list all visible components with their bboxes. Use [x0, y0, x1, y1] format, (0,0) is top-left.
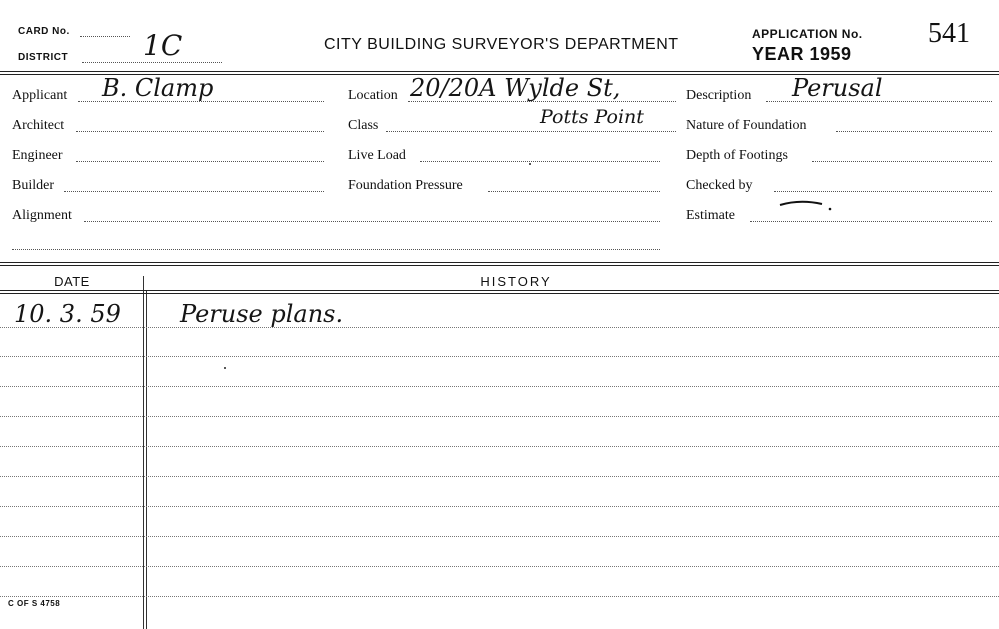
live-load-line [420, 161, 660, 162]
column-divider-right [146, 290, 147, 629]
foundation-pressure-label: Foundation Pressure [348, 178, 463, 193]
depth-of-footings-label: Depth of Footings [686, 148, 788, 163]
applicant-value: B. Clamp [102, 74, 214, 102]
ruled-line [0, 596, 999, 597]
location-label: Location [348, 88, 398, 103]
checked-by-line [774, 191, 992, 192]
ruled-line [0, 536, 999, 537]
ruled-line [0, 327, 999, 328]
history-column-header: HISTORY [480, 274, 552, 289]
ruled-line [0, 566, 999, 567]
live-load-label: Live Load [348, 148, 406, 163]
architect-line [76, 131, 324, 132]
form-code: C OF S 4758 [8, 599, 61, 608]
extra-line [12, 249, 660, 250]
header-rule-top [0, 71, 999, 72]
district-label: DISTRICT [18, 52, 69, 63]
history-rule-bottom [0, 265, 999, 266]
builder-label: Builder [12, 178, 54, 193]
page-title: CITY BUILDING SURVEYOR'S DEPARTMENT [324, 36, 679, 53]
description-label: Description [686, 88, 752, 103]
paper-speck [224, 367, 226, 369]
district-value: 1C [143, 29, 183, 62]
alignment-line [84, 221, 660, 222]
column-divider-left [143, 276, 144, 629]
card-no-label: CARD No. [18, 26, 70, 37]
depth-of-footings-line [812, 161, 992, 162]
applicant-label: Applicant [12, 88, 68, 103]
year-label: YEAR 1959 [752, 44, 852, 64]
estimate-line [750, 221, 992, 222]
builder-line [64, 191, 324, 192]
class-line [386, 131, 676, 132]
ruled-line [0, 446, 999, 447]
ruled-line [0, 476, 999, 477]
architect-label: Architect [12, 118, 65, 133]
history-header-rule-top [0, 290, 999, 291]
history-entry-date: 10. 3. 59 [14, 300, 121, 328]
paper-speck [529, 163, 531, 165]
ruled-line [0, 356, 999, 357]
history-rule-top [0, 262, 999, 263]
ruled-line [0, 416, 999, 417]
estimate-label: Estimate [686, 208, 735, 223]
application-label: APPLICATION No. [752, 27, 863, 41]
estimate-pen-mark [776, 196, 836, 212]
alignment-label: Alignment [12, 208, 72, 223]
ruled-line [0, 506, 999, 507]
nature-of-foundation-label: Nature of Foundation [686, 118, 807, 133]
checked-by-label: Checked by [686, 178, 753, 193]
history-header-rule-bottom [0, 293, 999, 294]
engineer-label: Engineer [12, 148, 63, 163]
application-number: 541 [928, 18, 970, 49]
district-line [82, 62, 222, 63]
location-value: 20/20A Wylde St, [410, 74, 621, 102]
date-column-header: DATE [54, 274, 90, 289]
description-value: Perusal [792, 74, 883, 102]
location-value-2: Potts Point [540, 106, 644, 128]
history-entry-text: Peruse plans. [180, 300, 344, 328]
engineer-line [76, 161, 324, 162]
card-no-line [80, 36, 130, 37]
class-label: Class [348, 118, 379, 133]
ruled-line [0, 386, 999, 387]
foundation-pressure-line [488, 191, 660, 192]
nature-of-foundation-line [836, 131, 992, 132]
